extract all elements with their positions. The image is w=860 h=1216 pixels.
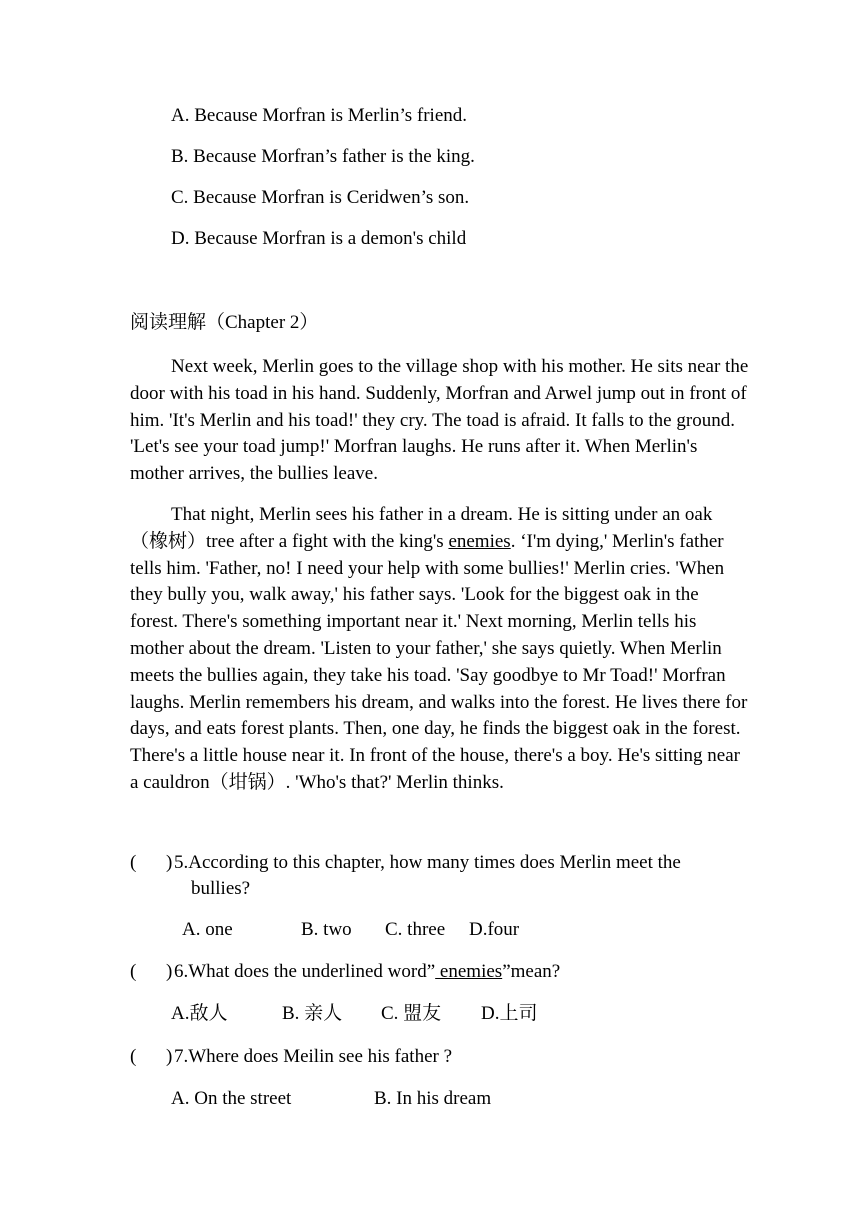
q5-answer-paren-close: ) xyxy=(166,852,173,873)
q5-question-line-1: 5.According to this chapter, how many times does Merlin meet the xyxy=(174,852,681,873)
q6-answer-paren-close: ) xyxy=(166,961,173,982)
q5-option-a: A. one xyxy=(182,919,233,940)
passage-paragraph-1-text: Next week, Merlin goes to the village shop with his mother. He sits near the door with his toad in his hand. Suddenly, Morfran and Arwel jump out in front of him. 'It's Merlin and his toad!' they cry. The toad is afraid. It falls to the ground. 'Let's see your toad jump!' Morfran laughs. He runs after it. When Merlin's mother arrives, the bullies leave. xyxy=(130,356,749,485)
q7-answer-paren-open: ( xyxy=(130,1046,137,1067)
q6-option-b: B. 亲人 xyxy=(282,1003,343,1024)
passage-paragraph-2 xyxy=(130,502,750,797)
passage-paragraph-2-text-after: . ‘I'm dying,' Merlin's father tells him. 'Father, no! I need your help with some bullies!' Merlin cries. 'When they bully you, walk away,' his father says. 'Look for the biggest oak in the forest. There's something important near it.' Next morning, Merlin tells his mother about the dream. 'Listen to your father,' she says quietly. When Merlin meets the bullies again, they take his toad. 'Say goodbye to Mr Toad!' Morfran laughs. Merlin remembers his dream, and walks into the forest. He lives there for days, and eats forest plants. Then, one day, he finds the biggest oak in the forest. There's a little house near it. In front of the house, there's a boy. He's sitting near a cauldron（坩锅）. 'Who's that?' Merlin thinks. xyxy=(130,530,748,793)
q6-question-before: 6.What does the underlined word” xyxy=(174,961,436,982)
q4-option-b: B. Because Morfran’s father is the king. xyxy=(171,146,475,167)
passage-paragraph-2-text-before: That night, Merlin sees his father in a dream. He is sitting under an oak（橡树）tree after a fight with the king's xyxy=(130,504,713,552)
q6-question xyxy=(174,961,560,983)
q5-question-line-2: bullies? xyxy=(191,878,251,899)
q5-option-c: C. three xyxy=(385,919,446,940)
q5-option-b: B. two xyxy=(301,919,352,940)
q5-answer-paren-open: ( xyxy=(130,852,137,873)
q7-answer-paren-close: ) xyxy=(166,1046,173,1067)
q5-option-d: D.four xyxy=(469,919,520,940)
section-title: 阅读理解（Chapter 2） xyxy=(130,312,319,333)
q4-option-d: D. Because Morfran is a demon's child xyxy=(171,228,467,249)
q7-option-b: B. In his dream xyxy=(374,1088,492,1109)
q7-question: 7.Where does Meilin see his father ? xyxy=(174,1046,453,1067)
underlined-word-enemies: enemies xyxy=(448,530,511,552)
q6-option-d: D.上司 xyxy=(481,1003,538,1024)
q6-option-a: A.敌人 xyxy=(171,1003,228,1024)
passage-paragraph-1 xyxy=(130,354,750,488)
q6-question-after: ”mean? xyxy=(502,961,561,982)
q6-answer-paren-open: ( xyxy=(130,961,137,982)
q4-option-c: C. Because Morfran is Ceridwen’s son. xyxy=(171,187,470,208)
q4-option-a: A. Because Morfran is Merlin’s friend. xyxy=(171,105,468,126)
q7-option-a: A. On the street xyxy=(171,1088,292,1109)
q6-underlined-word: enemies xyxy=(435,961,503,982)
q6-option-c: C. 盟友 xyxy=(381,1003,442,1024)
